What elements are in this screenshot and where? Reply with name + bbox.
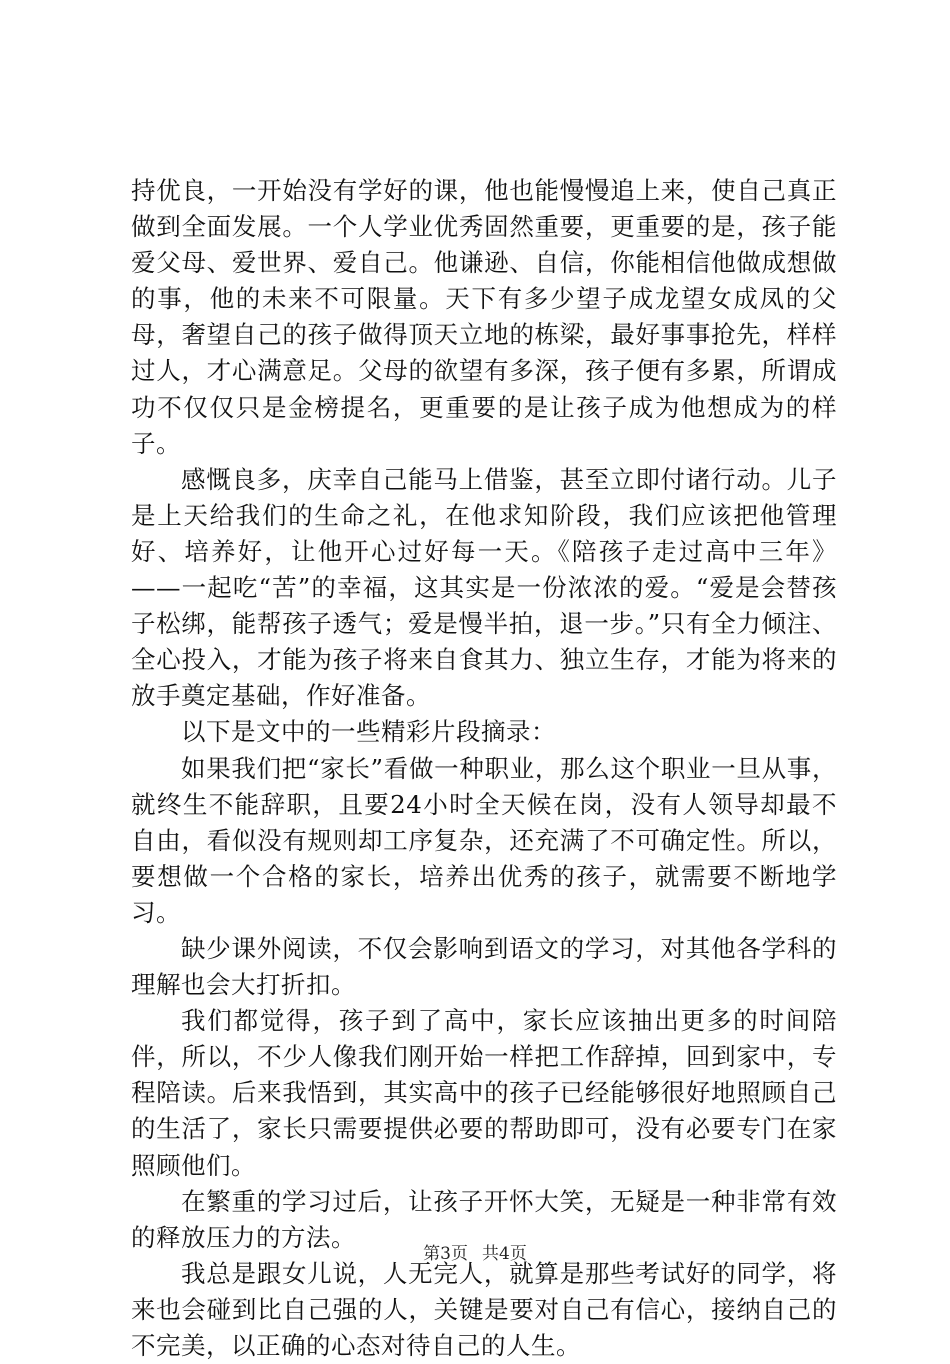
body-text [131, 173, 837, 1364]
paragraph-excerpt: 我们都觉得，孩子到了高中，家长应该抽出更多的时间陪伴，所以，不少人像我们刚开始一样把工作辞掉，回到家中，专程陪读。后来我悟到，其实高中的孩子已经能够很好地照顾自己的生活了，家长只需要提供必要的帮助即可，没有必要专门在家照顾他们。 [131, 1006, 837, 1180]
paragraph-excerpt: 缺少课外阅读，不仅会影响到语文的学习，对其他各学科的理解也会大打折扣。 [131, 933, 837, 1000]
total-pages: 共4页 [482, 1244, 527, 1264]
paragraph: 感慨良多，庆幸自己能马上借鉴，甚至立即付诸行动。儿子是上天给我们的生命之礼，在他求知阶段，我们应该把他管理好、培养好，让他开心过好每一天。《陪孩子走过高中三年》——一起吃“苦”的幸福，这其实是一份浓浓的爱。“爱是会替孩子松绑，能帮孩子透气；爱是慢半拍，退一步。”只有全力倾注、全心投入，才能为孩子将来自食其力、独立生存，才能为将来的放手奠定基础，作好准备。 [131, 464, 837, 711]
page-number: 第3页 [423, 1244, 468, 1264]
page-footer [0, 1243, 950, 1265]
paragraph-excerpt: 我总是跟女儿说，人无完人，就算是那些考试好的同学，将来也会碰到比自己强的人，关键是要对自己有信心，接纳自己的不完美，以正确的心态对待自己的人生。 [131, 1258, 837, 1360]
paragraph-continued: 持优良，一开始没有学好的课，他也能慢慢追上来，使自己真正做到全面发展。一个人学业优秀固然重要，更重要的是，孩子能爱父母、爱世界、爱自己。他谦逊、自信，你能相信他做成想做的事，他的未来不可限量。天下有多少望子成龙望女成凤的父母，奢望自己的孩子做得顶天立地的栋梁，最好事事抢先，样样过人，才心满意足。父母的欲望有多深，孩子便有多累，所谓成功不仅仅只是金榜提名，更重要的是让孩子成为他想成为的样子。 [131, 176, 837, 458]
paragraph-excerpt: 在繁重的学习过后，让孩子开怀大笑，无疑是一种非常有效的释放压力的方法。 [131, 1186, 837, 1252]
paragraph-excerpt: 如果我们把“家长”看做一种职业，那么这个职业一旦从事，就终生不能辞职，且要24小时全天候在岗，没有人领导却最不自由，看似没有规则却工序复杂，还充满了不可确定性。所以，要想做一个合格的家长，培养出优秀的孩子，就需要不断地学习。 [131, 753, 837, 927]
paragraph-excerpt-intro: 以下是文中的一些精彩片段摘录： [181, 717, 556, 747]
